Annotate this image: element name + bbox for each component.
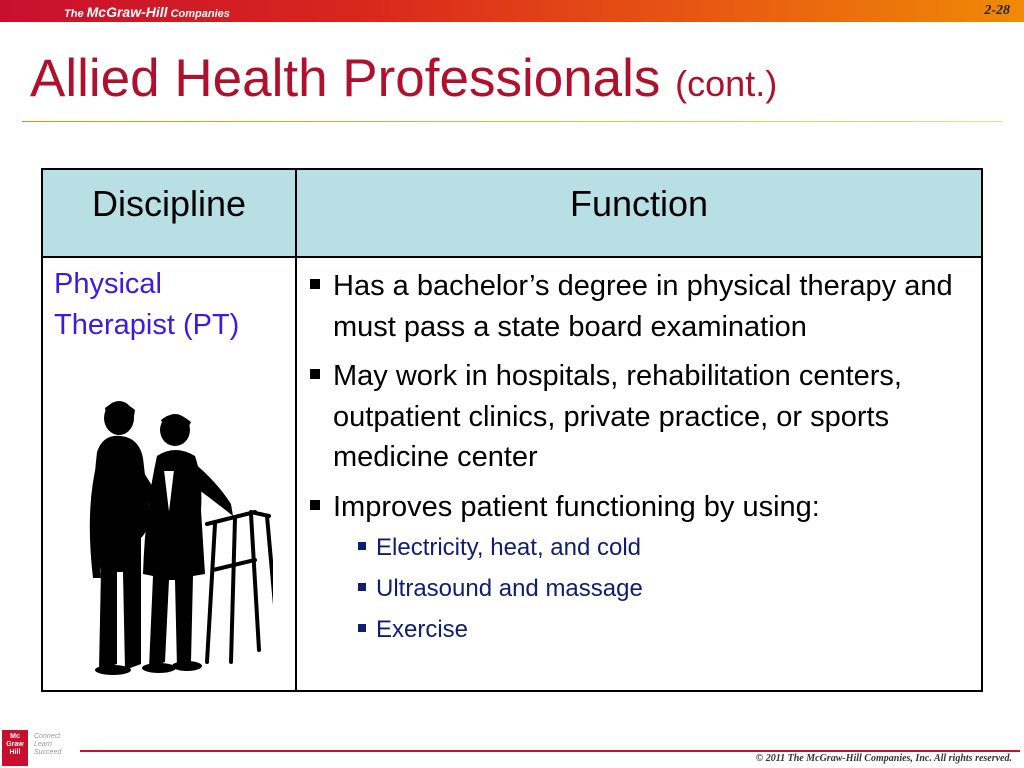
header-function: Function (569, 183, 709, 224)
sub-bullet-marker (358, 542, 366, 550)
discipline-line-2: Therapist (PT) (54, 309, 240, 341)
slide-title-main: Allied Health Professionals (30, 49, 661, 108)
function-sub-bullet-text: Electricity, heat, and cold (376, 534, 642, 561)
tagline-line: Succeed (34, 749, 62, 756)
function-bullet-2 (307, 356, 967, 478)
slide-number: 2-28 (984, 3, 1010, 18)
logo-line: Hill (9, 749, 21, 756)
brand-prefix: The (64, 8, 84, 20)
bullet-marker (310, 369, 320, 379)
table-header-row (43, 170, 981, 258)
title-divider (22, 121, 1002, 122)
brand-name: McGraw-Hill (86, 4, 168, 20)
function-sub-bullet-2 (356, 568, 967, 609)
function-bullet-3 (307, 487, 967, 528)
slide-title-suffix: (cont.) (675, 63, 778, 104)
tagline-line: Connect (34, 733, 61, 740)
function-bullet-text: Improves patient functioning by using: (333, 490, 820, 523)
copyright-notice: © 2011 The McGraw-Hill Companies, Inc. All rights reserved. (755, 753, 1012, 764)
function-sub-bullet-text: Exercise (376, 616, 469, 643)
bullet-marker (310, 500, 320, 510)
bullet-marker (310, 279, 320, 289)
physical-therapist-walker-icon (83, 400, 273, 685)
function-cell (307, 266, 967, 650)
function-bullet-1 (307, 266, 967, 347)
tagline-line: Learn (34, 741, 52, 748)
function-bullet-text: Has a bachelor’s degree in physical therapy and must pass a state board examination (333, 270, 953, 343)
function-sub-bullet-3 (356, 609, 967, 650)
mcgraw-hill-logo (2, 730, 28, 766)
function-sub-bullet-1 (356, 527, 967, 568)
column-divider (295, 170, 297, 690)
sub-bullet-marker (358, 583, 366, 591)
sub-bullet-marker (358, 624, 366, 632)
logo-tagline (34, 733, 61, 757)
logo-line: Mc (10, 733, 20, 740)
footer-divider (80, 750, 1020, 752)
brand-suffix: Companies (170, 8, 230, 20)
slide-title (30, 49, 778, 108)
function-bullet-text: May work in hospitals, rehabilitation centers, outpatient clinics, private practice, or sports medicine center (333, 360, 902, 473)
function-sub-bullet-text: Ultrasound and massage (376, 575, 643, 602)
discipline-cell (54, 264, 284, 346)
header-discipline: Discipline (91, 183, 247, 224)
profession-table (41, 168, 983, 692)
discipline-line-1: Physical (54, 268, 162, 300)
logo-line: Graw (6, 741, 24, 748)
header-bar (0, 0, 1024, 22)
publisher-brand (64, 4, 230, 20)
